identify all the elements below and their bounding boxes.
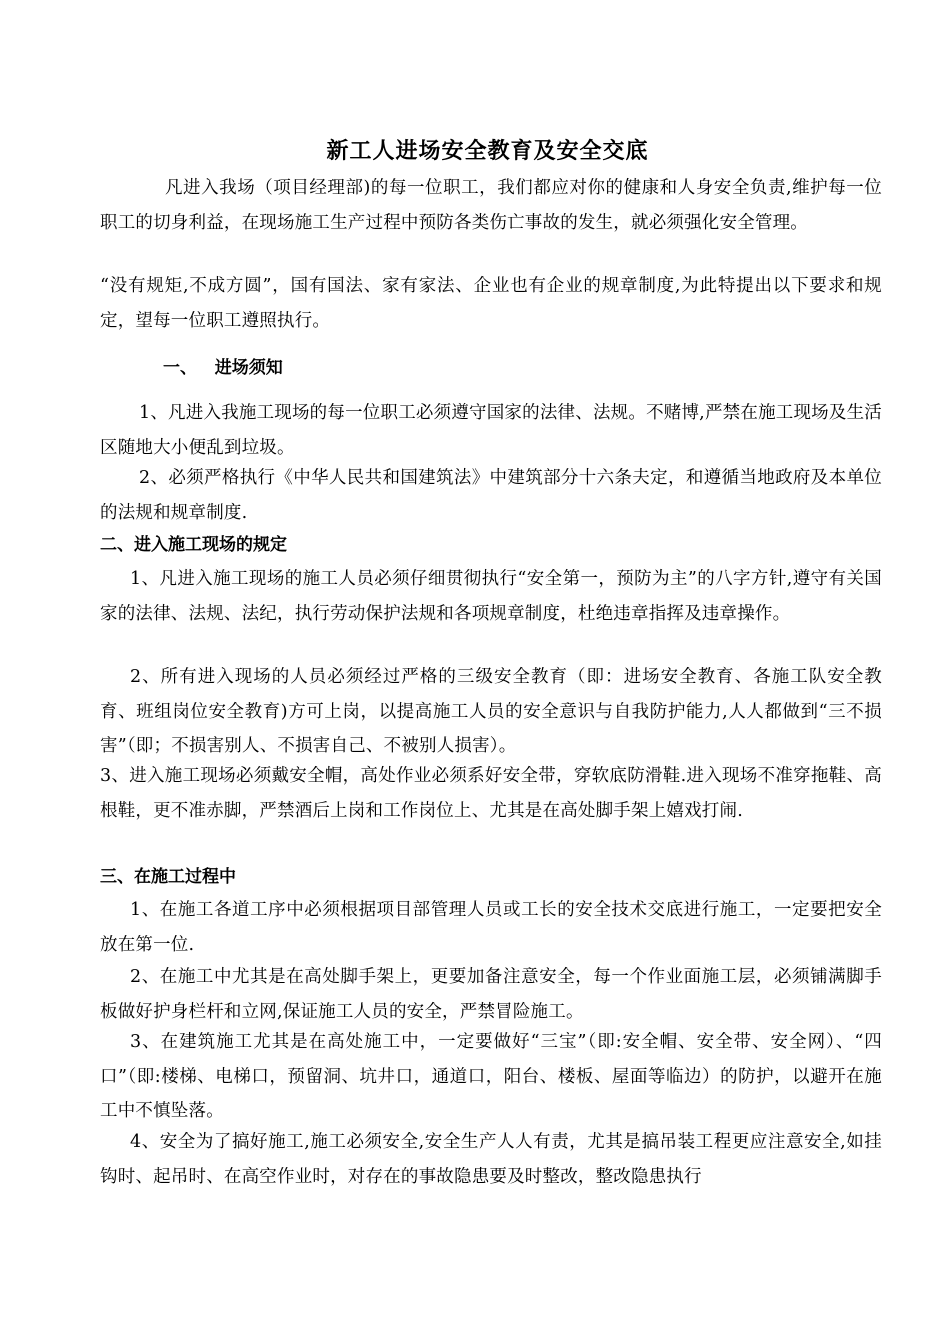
intro-paragraph-2: “没有规矩,不成方圆”，国有国法、家有家法、企业也有企业的规章制度,为此特提出以下要求和规定，望每一位职工遵照执行。 [100,276,882,331]
section-3-heading: 三、在施工过程中 [100,867,236,887]
intro-paragraph-1: 凡进入我场（项目经理部)的每一位职工，我们都应对你的健康和人身安全负责,维护每一位职工的切身利益，在现场施工生产过程中预防各类伤亡事故的发生，就必须强化安全管理。 [100,178,882,233]
section-3-item-4: 4、安全为了搞好施工,施工必须安全,安全生产人人有责，尤其是搞吊装工程更应注意安全,如挂钩时、起吊时、在高空作业时，对存在的事故隐患要及时整改，整改隐患执行 [100,1132,882,1187]
section-3-item-3: 3、在建筑施工尤其是在高处施工中，一定要做好“三宝”（即:安全帽、安全带、安全网）、“四口”（即:楼梯、电梯口，预留洞、坑井口，通道口，阳台、楼板、屋面等临边）的防护，以避开在施工中不慎坠落。 [100,1032,882,1121]
section-1-item-1: 1、凡进入我施工现场的每一位职工必须遵守国家的法律、法规。不赌博,严禁在施工现场及生活区随地大小便乱到垃圾。 [100,403,882,458]
section-2-item-1: 1、凡进入施工现场的施工人员必须仔细贯彻执行“安全第一，预防为主”的八字方针,遵守有关国家的法律、法规、法纪，执行劳动保护法规和各项规章制度，杜绝违章指挥及违章操作。 [100,569,882,624]
section-1-heading: 一、 进场须知 [163,358,283,378]
section-3-item-1: 1、在施工各道工序中必须根据项目部管理人员或工长的安全技术交底进行施工，一定要把安全放在第一位. [100,900,882,955]
section-2-item-3: 3、进入施工现场必须戴安全帽，高处作业必须系好安全带，穿软底防滑鞋.进入现场不准穿拖鞋、高根鞋，更不准赤脚，严禁酒后上岗和工作岗位上、尤其是在高处脚手架上嬉戏打闹. [100,766,882,821]
section-3-item-2: 2、在施工中尤其是在高处脚手架上，更要加备注意安全，每一个作业面施工层，必须铺满脚手板做好护身栏杆和立网,保证施工人员的安全，严禁冒险施工。 [100,967,882,1022]
section-1-item-2: 2、必须严格执行《中华人民共和国建筑法》中建筑部分十六条夫定，和遵循当地政府及本单位的法规和规章制度. [100,468,882,523]
section-2-item-2: 2、所有进入现场的人员必须经过严格的三级安全教育（即：进场安全教育、各施工队安全教育、班组岗位安全教育)方可上岗，以提高施工人员的安全意识与自我防护能力,人人都做到“三不损害”（即；不损害别人、不损害自己、不被别人损害）。 [100,667,882,756]
document-title: 新工人进场安全教育及安全交底 [326,139,649,164]
section-2-heading: 二、进入施工现场的规定 [100,535,287,555]
